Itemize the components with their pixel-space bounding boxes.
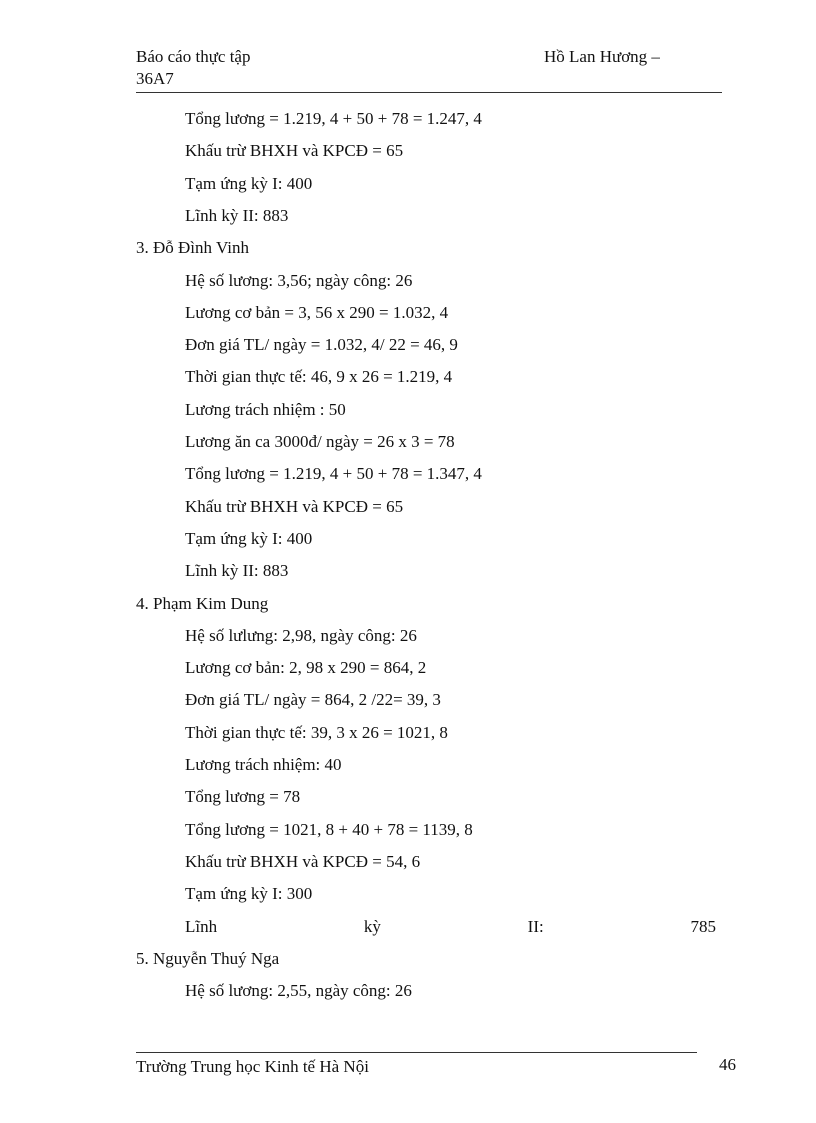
justified-line [185,916,716,938]
header-divider [136,92,722,93]
justified-word: Lĩnh [185,916,218,936]
body-line: Khấu trừ BHXH và KPCĐ = 65 [185,141,404,161]
footer-school: Trường Trung học Kinh tế Hà Nội [136,1057,369,1076]
section-heading: 4. Phạm Kim Dung [136,593,269,613]
body-line: Lĩnh kỳ II: 883 [185,205,289,225]
body-line: Hệ số lương: 3,56; ngày công: 26 [185,270,413,290]
body-line: Hệ số lương: 2,55, ngày công: 26 [185,981,412,1001]
body-line: Lương cơ bản: 2, 98 x 290 = 864, 2 [185,658,427,678]
body-line: Tổng lương = 1021, 8 + 40 + 78 = 1139, 8 [185,819,473,839]
justified-word: 785 [690,916,716,936]
justified-word: kỳ [363,916,381,936]
body-line: Lương trách nhiệm : 50 [185,399,346,419]
justified-word: II: [527,916,544,936]
body-line: Thời gian thực tế: 46, 9 x 26 = 1.219, 4 [185,367,453,387]
body-line: Tổng lương = 78 [185,787,301,807]
body-line: Lương trách nhiệm: 40 [185,755,342,774]
header-author: Hồ Lan Hương – [544,47,660,66]
body-line: Thời gian thực tế: 39, 3 x 26 = 1021, 8 [185,722,448,742]
footer-divider [136,1052,697,1053]
body-line: Khấu trừ BHXH và KPCĐ = 54, 6 [185,851,421,871]
body-line: Hệ số lưlưng: 2,98, ngày công: 26 [185,625,417,645]
header-left [136,46,250,90]
body-line: Lương ăn ca 3000đ/ ngày = 26 x 3 = 78 [185,432,455,451]
page-number: 46 [719,1055,736,1074]
body-line: Khấu trừ BHXH và KPCĐ = 65 [185,496,404,516]
body-line: Đơn giá TL/ ngày = 1.032, 4/ 22 = 46, 9 [185,335,458,355]
body-line: Đơn giá TL/ ngày = 864, 2 /22= 39, 3 [185,690,441,710]
body-line: Tạm ứng kỳ I: 400 [185,528,313,548]
body-line: Tổng lương = 1.219, 4 + 50 + 78 = 1.347, 4 [185,464,482,484]
body-line: Lĩnh kỳ II: 883 [185,561,289,581]
section-heading: 3. Đỗ Đình Vinh [136,238,249,258]
header-class-code: 36A7 [136,69,174,88]
body-line: Tạm ứng kỳ I: 300 [185,884,313,904]
section-heading: 5. Nguyễn Thuý Nga [136,948,280,968]
body-line: Lương cơ bản = 3, 56 x 290 = 1.032, 4 [185,302,449,322]
header-report-title: Báo cáo thực tập [136,47,251,66]
body-line: Tổng lương = 1.219, 4 + 50 + 78 = 1.247, 4 [185,109,482,128]
body-line: Tạm ứng kỳ I: 400 [185,173,313,193]
